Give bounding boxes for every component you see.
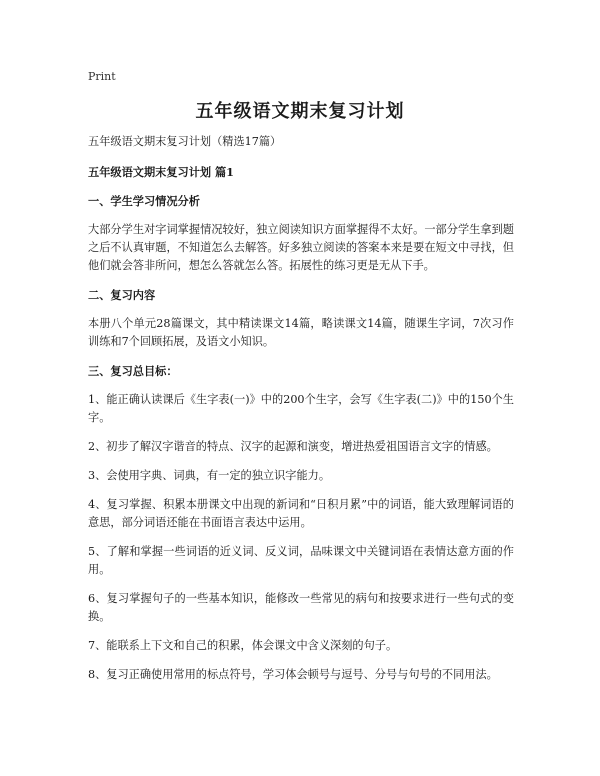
print-label: Print bbox=[88, 70, 116, 83]
section-body-1: 大部分学生对字词掌握情况较好，独立阅读知识方面掌握得不太好。一部分学生拿到题之后不认真审题，不知道怎么去解答。好多独立阅读的答案本来是要在短文中寻找，但他们就会答非所问，想怎么答就怎么答。拓展性的练习更是无从下手。 bbox=[88, 223, 514, 272]
section-heading-2: 二、复习内容 bbox=[88, 288, 156, 302]
goal-item: 6、复习掌握句子的一些基本知识，能修改一些常见的病句和按要求进行一些句式的变换。 bbox=[88, 592, 514, 623]
article-title: 五年级语文期末复习计划 篇1 bbox=[88, 165, 234, 179]
document-title: 五年级语文期末复习计划 bbox=[195, 101, 405, 122]
goal-item: 7、能联系上下文和自己的积累，体会课文中含义深刻的句子。 bbox=[88, 639, 398, 652]
goal-item: 2、初步了解汉字谐音的特点、汉字的起源和演变，增进热爱祖国语言文字的情感。 bbox=[88, 440, 498, 453]
goal-item: 8、复习正确使用常用的标点符号，学习体会顿号与逗号、分号与句号的不同用法。 bbox=[88, 668, 498, 681]
goal-item: 1、能正确认读课后《生字表(一)》中的200个生字，会写《生字表(二)》中的150个生字。 bbox=[88, 393, 514, 424]
section-body-2: 本册八个单元28篇课文，其中精读课文14篇，略读课文14篇，随课生字词，7次习作训练和7个回顾拓展，及语文小知识。 bbox=[88, 317, 514, 348]
document-subtitle: 五年级语文期末复习计划（精选17篇） bbox=[88, 135, 282, 148]
section-heading-1: 一、学生学习情况分析 bbox=[88, 194, 200, 208]
goal-item: 4、复习掌握、积累本册课文中出现的新词和“日积月累”中的词语，能大致理解词语的意思，部分词语还能在书面语言表达中运用。 bbox=[88, 498, 514, 529]
goal-item: 5、了解和掌握一些词语的近义词、反义词，品味课文中关键词语在表情达意方面的作用。 bbox=[88, 545, 514, 576]
section-heading-3: 三、复习总目标： bbox=[88, 364, 178, 378]
document-content bbox=[88, 133, 514, 695]
goal-item: 3、会使用字典、词典，有一定的独立识字能力。 bbox=[88, 469, 331, 482]
